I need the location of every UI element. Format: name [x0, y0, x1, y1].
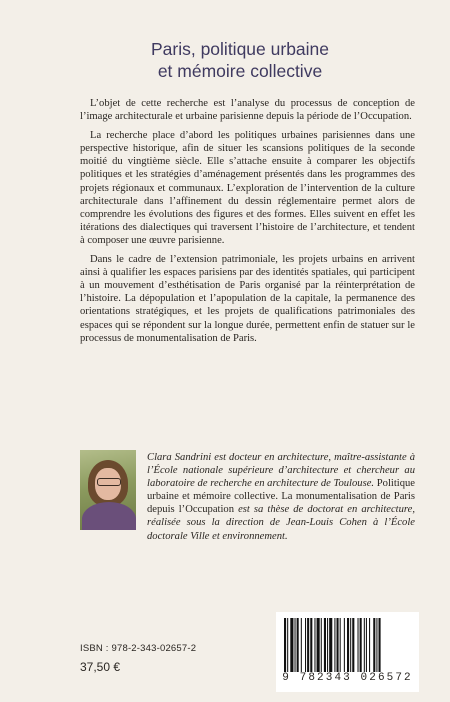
book-title	[60, 38, 420, 82]
isbn: ISBN : 978-2-343-02657-2	[80, 643, 197, 654]
title-line-1: Paris, politique urbaine	[150, 39, 330, 59]
barcode	[276, 612, 419, 692]
bio-text-3: est sa thèse de doctorat en architecture, réalisée sous la direction de Jean-Louis Cohen à l’École doctorale Ville et environnement.	[147, 504, 415, 542]
summary-paragraph-1: L’objet de cette recherche est l’analyse du processus de conception de l’image architecturale et urbaine parisienne depuis la période de l’Occupation.	[80, 98, 415, 123]
price: 37,50 €	[80, 660, 121, 674]
barcode-bars	[284, 618, 411, 672]
author-photo	[80, 450, 136, 530]
author-bio	[147, 451, 415, 543]
bio-text-2: Politique urbaine et mémoire collective. La monumentalisation de Paris depuis l’Occupation	[147, 478, 416, 516]
summary-text	[80, 97, 415, 351]
barcode-digits: 9 782343 026572	[282, 672, 413, 684]
author-name: Clara Sandrini	[147, 452, 212, 463]
bio-text-1: est docteur en architecture, maître-assistante à l’École nationale supérieure d’architecture et chercheur au laboratoire de recherche en architecture de Toulouse.	[147, 452, 415, 490]
summary-paragraph-2: La recherche place d’abord les politiques urbaines parisiennes dans une perspective historique, afin de situer les scansions politiques de la seconde moitié du vingtième siècle. Elle s’attache ensuite à comparer les objectifs politiques et les stratégies d’aménagement présentés dans les programmes des projets régionaux et communaux. L’exploration de l’intervention de la culture architecturale dans l’affinement du dessin réglementaire permet alors de comprendre les évolutions des figures et des formes. Elles suivent en effet les itérations des dialectiques qui traversent l’histoire de l’architecture, et tendent à composer une œuvre parisienne.	[80, 130, 415, 246]
title-line-2: et mémoire collective	[157, 61, 323, 81]
summary-paragraph-3: Dans le cadre de l’extension patrimoniale, les projets urbains en arrivent ainsi à qualifier les espaces parisiens par des identités spatiales, qui participent à un mouvement d’esthétisation de Paris organisé par la réinterprétation de l’histoire. La dépopulation et l’apopulation de la capitale, la permanence des orientations stratégiques, et les projets de qualifications patrimoniales des espaces qui se répondent sur la longue durée, permettent enfin de statuer sur le processus de monumentalisation de Paris.	[80, 254, 415, 344]
